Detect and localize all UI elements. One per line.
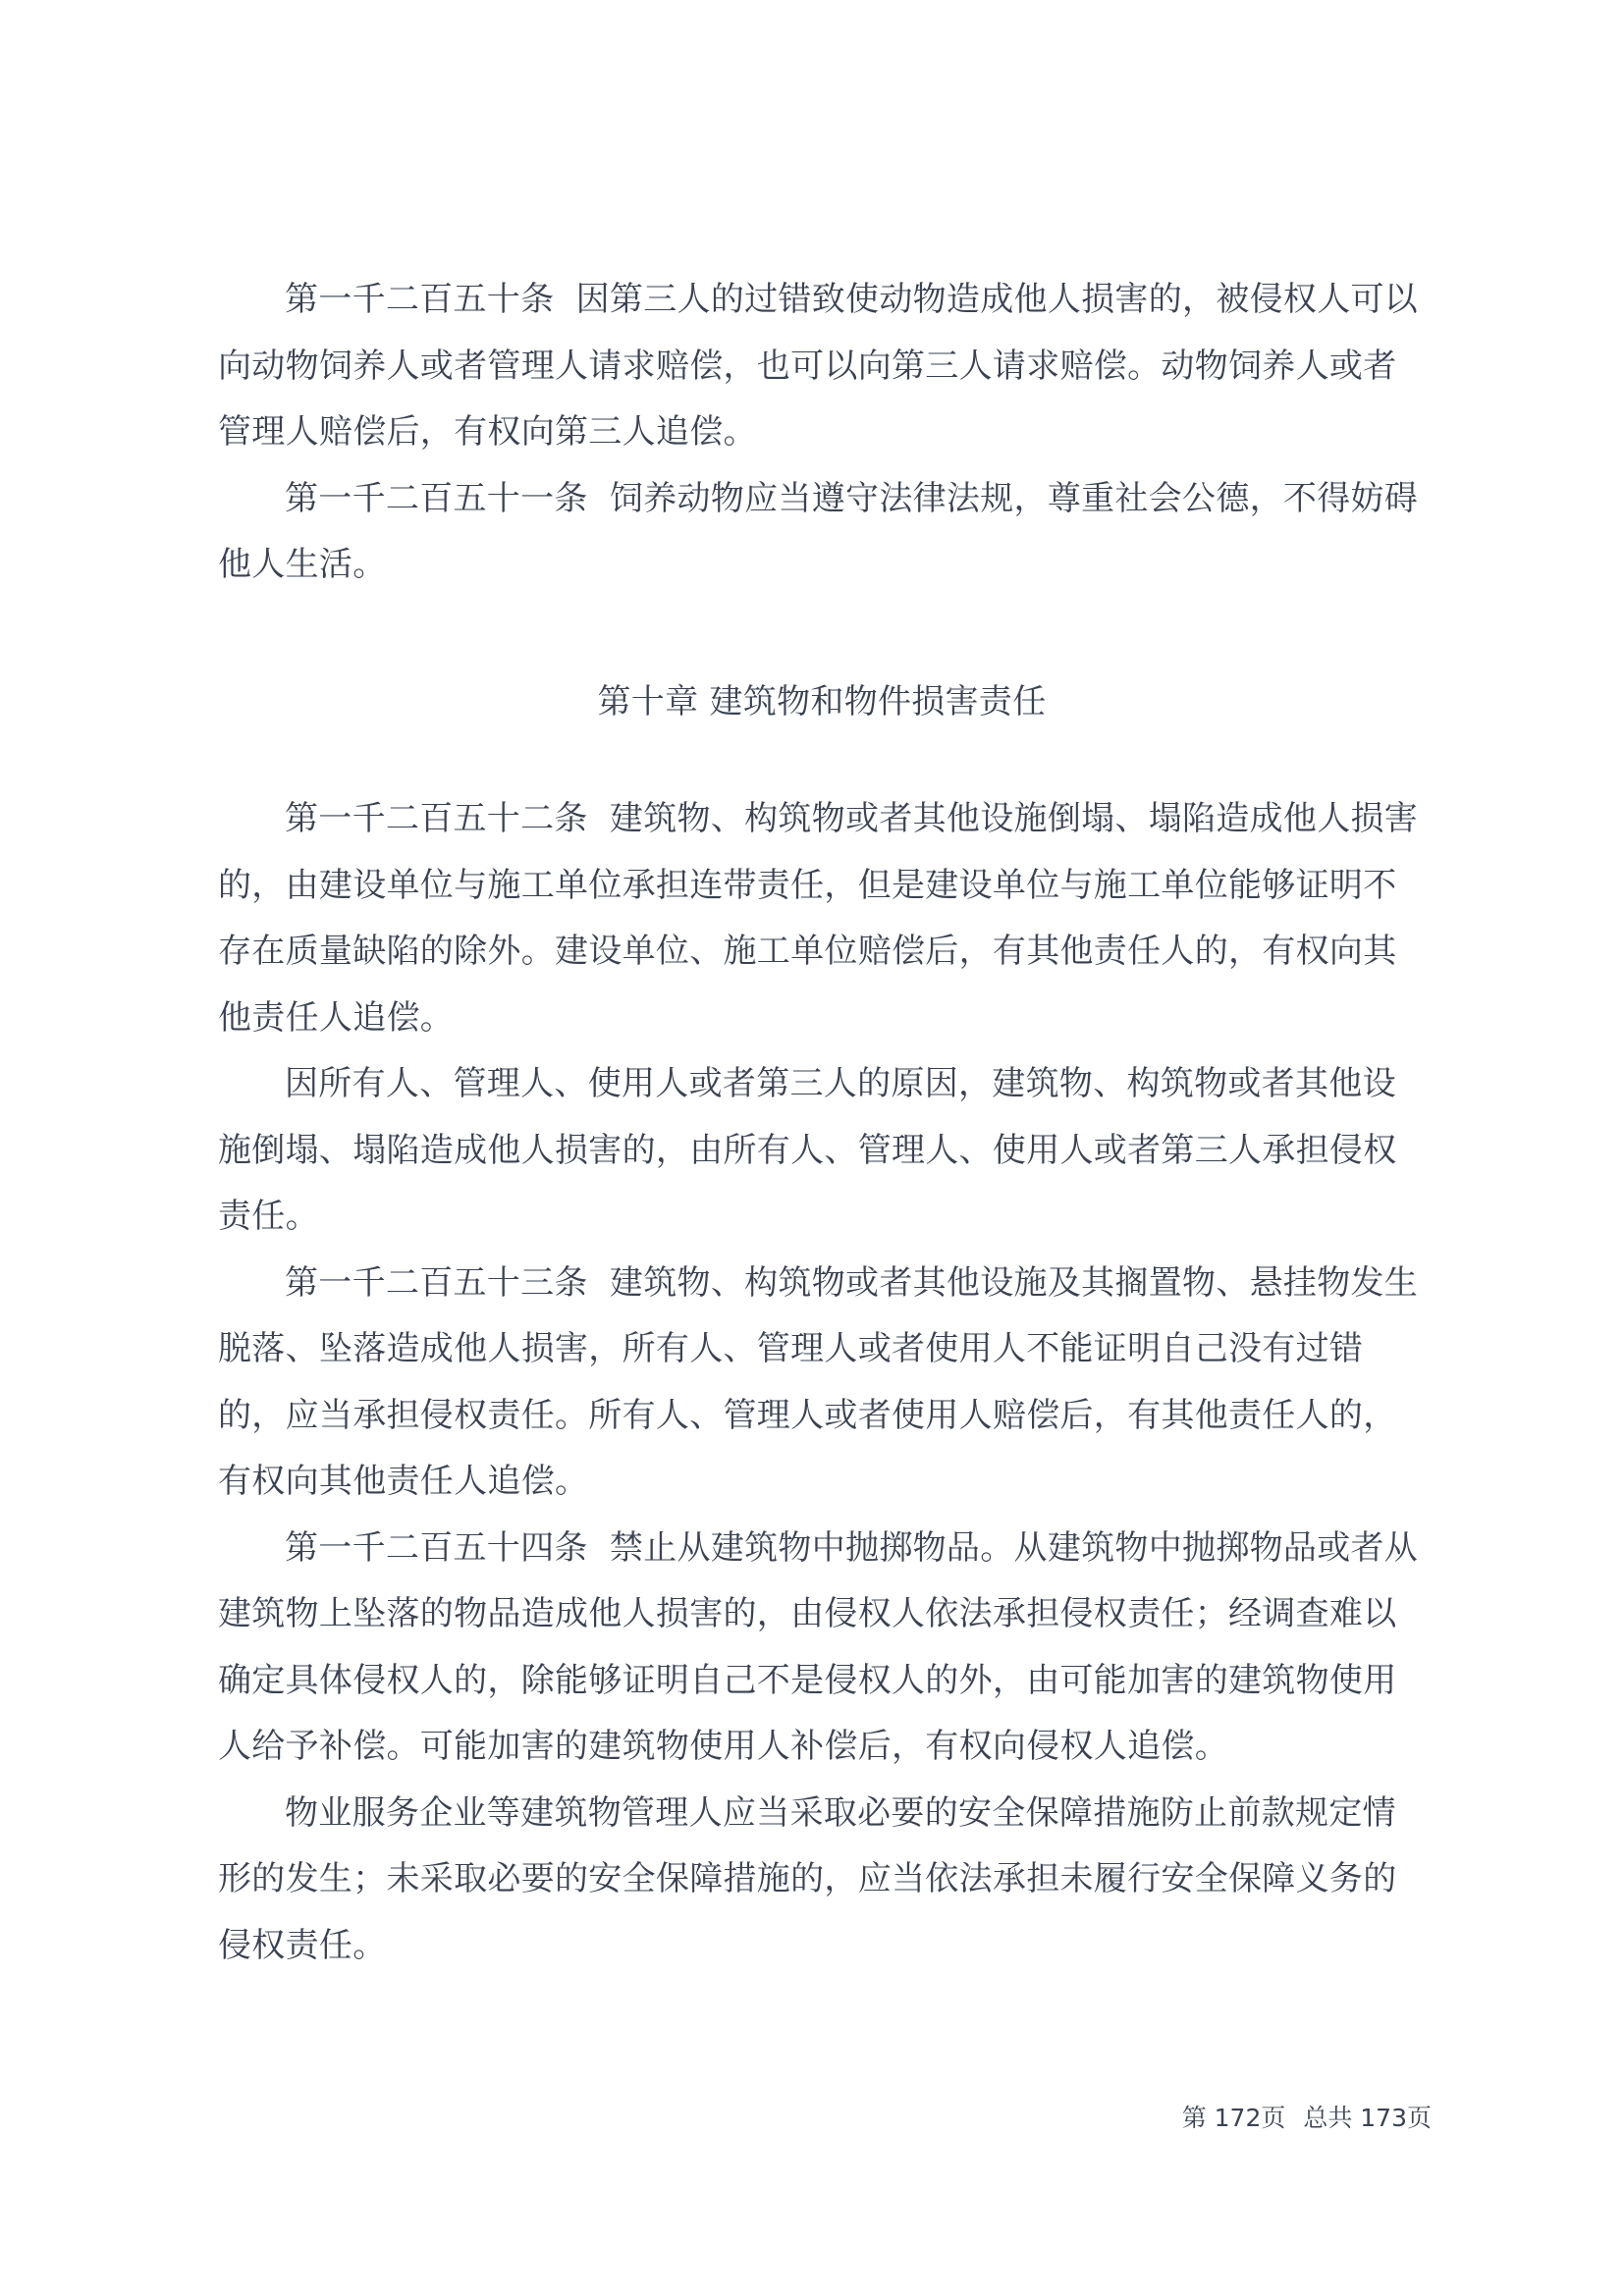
article-1253: 第一千二百五十三条 建筑物、构筑物或者其他设施及其搁置物、悬挂物发生脱落、坠落造成他人损害，所有人、管理人或者使用人不能证明自己没有过错的，应当承担侵权责任。所有人、管理人或者使用人赔偿后，有其他责任人的，有权向其他责任人追偿。	[218, 1262, 1419, 1501]
article-1252-paragraph-2: 因所有人、管理人、使用人或者第三人的原因，建筑物、构筑物或者其他设施倒塌、塌陷造成他人损害的，由所有人、管理人、使用人或者第三人承担侵权责任。	[218, 1064, 1397, 1236]
current-page-label: 第 172页	[1181, 2104, 1286, 2132]
article-1254-paragraph-2: 物业服务企业等建筑物管理人应当采取必要的安全保障措施防止前款规定情形的发生；未采取必要的安全保障措施的，应当依法承担未履行安全保障义务的侵权责任。	[218, 1792, 1397, 1965]
total-pages-label: 总共 173页	[1303, 2104, 1432, 2132]
document-body	[218, 267, 1426, 1979]
article-1250: 第一千二百五十条 因第三人的过错致使动物造成他人损害的，被侵权人可以向动物饲养人或者管理人请求赔偿，也可以向第三人请求赔偿。动物饲养人或者管理人赔偿后，有权向第三人追偿。	[218, 280, 1419, 452]
article-1252: 第一千二百五十二条 建筑物、构筑物或者其他设施倒塌、塌陷造成他人损害的，由建设单位与施工单位承担连带责任，但是建设单位与施工单位能够证明不存在质量缺陷的除外。建设单位、施工单位赔偿后，有其他责任人的，有权向其他责任人追偿。	[218, 799, 1419, 1038]
article-1254: 第一千二百五十四条 禁止从建筑物中抛掷物品。从建筑物中抛掷物品或者从建筑物上坠落的物品造成他人损害的，由侵权人依法承担侵权责任；经调查难以确定具体侵权人的，除能够证明自己不是侵权人的外，由可能加害的建筑物使用人给予补偿。可能加害的建筑物使用人补偿后，有权向侵权人追偿。	[218, 1527, 1419, 1766]
page-footer	[1182, 2101, 1432, 2136]
chapter-title: 第十章 建筑物和物件损害责任	[597, 681, 1047, 721]
article-1251: 第一千二百五十一条 饲养动物应当遵守法律法规，尊重社会公德，不得妨碍他人生活。	[218, 478, 1419, 584]
